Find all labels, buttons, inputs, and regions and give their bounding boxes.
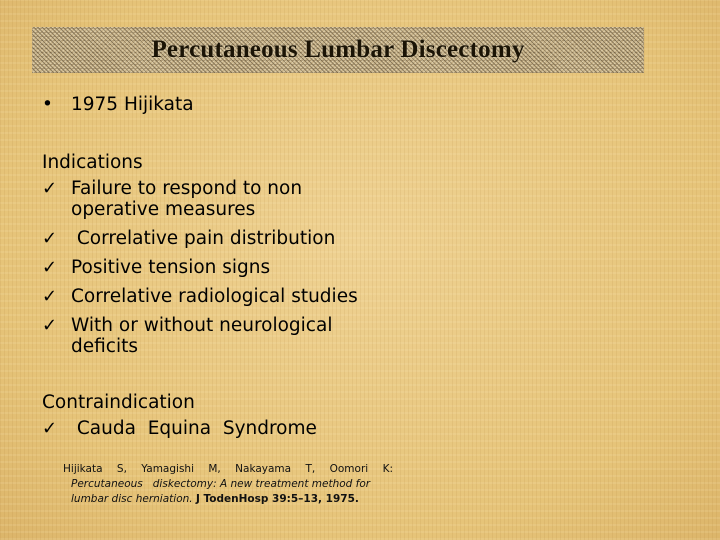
bullet-dot-icon: • [42, 94, 53, 115]
reference-authors: Hijikata S, Yamagishi M, Nakayama T, Oomori K: [63, 463, 393, 475]
indication-text: With or without neurological [71, 315, 333, 336]
bullet-item [42, 93, 682, 117]
contraindication-heading: Contraindication [42, 392, 195, 413]
reference-journal: J TodenHosp 39:5–13, 1975. [195, 493, 359, 505]
checkmark-icon: ✓ [42, 286, 58, 307]
contraindication-text: Cauda Equina Syndrome [71, 418, 317, 439]
indication-item [42, 228, 682, 249]
slide-body [42, 93, 682, 447]
indication-text: Correlative pain distribution [71, 228, 336, 249]
indications-heading: Indications [42, 152, 143, 173]
indication-text: Failure to respond to non [71, 178, 303, 199]
indication-text: Positive tension signs [71, 257, 271, 278]
checkmark-icon: ✓ [42, 257, 58, 278]
bullet-text: 1975 Hijikata [71, 94, 194, 115]
reference-title-1: Percutaneous diskectomy: A new treatment method for [71, 478, 371, 490]
checkmark-icon: ✓ [42, 315, 58, 336]
indication-item [42, 286, 682, 307]
reference-title-2: lumbar disc herniation. [71, 493, 193, 505]
reference-citation [63, 462, 393, 507]
checkmark-icon: ✓ [42, 418, 58, 439]
indication-text-cont: operative measures [71, 199, 256, 220]
indication-item [42, 257, 682, 278]
indication-text: Correlative radiological studies [71, 286, 358, 307]
checkmark-icon: ✓ [42, 178, 58, 199]
indication-item [42, 315, 682, 357]
checkmark-icon: ✓ [42, 228, 58, 249]
contraindication-item [42, 418, 682, 439]
indication-item [42, 178, 682, 220]
indication-text-cont: deficits [71, 336, 138, 357]
slide-title: Percutaneous Lumbar Discectomy [151, 36, 525, 63]
title-banner [32, 27, 644, 73]
